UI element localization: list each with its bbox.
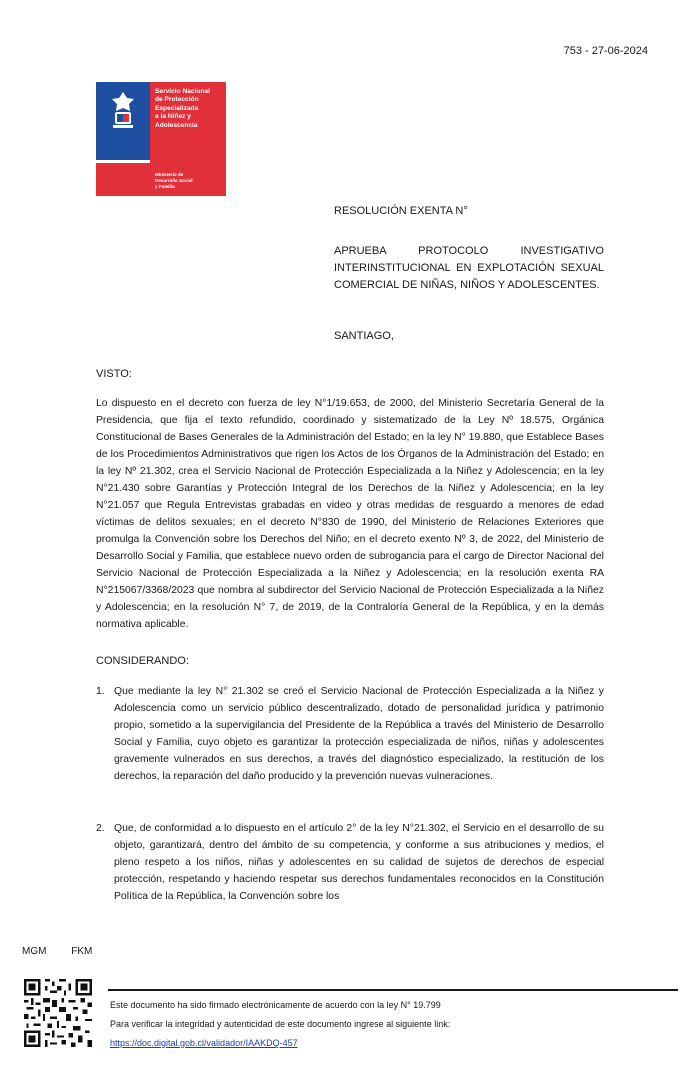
resolution-subject: APRUEBA PROTOCOLO INVESTIGATIVO INTERINSTITUCIONAL EN EXPLOTACIÓN SEXUAL COMERCIAL DE NIÑAS, NIÑOS Y ADOLESCENTES. (334, 245, 604, 291)
visto-text: Lo dispuesto en el decreto con fuerza de ley N°1/19.653, de 2000, del Ministerio Secretaría General de la Presidencia, que fija el texto refundido, coordinado y sistematizado de la Ley Nº 18.575, Orgánica Constitucional de Bases Generales de la Administración del Estado; en la ley N° 19.880, que Establece Bases de los Procedimientos Administrativos que rigen los Actos de los Órganos de la Administración del Estado; en la ley Nº 21.302, crea el Servicio Nacional de Protección Especializada a la Niñez y Adolescencia; en la ley N°21.430 sobre Garantías y Protección Integral de los Derechos de la Niñez y Adolescencia; en la ley N°21.057 que Regula Entrevistas grabadas en video y otras medidas de resguardo a menores de edad víctimas de delitos sexuales; en el decreto N°830 de 1990, del Ministerio de Relaciones Exteriores que promulga la Convención sobre los Derechos del Niño; en el decreto exento Nº 3, de 2022, del Ministerio de Desarrollo Social y Familia, que establece nuevo orden de subrogancia para el cargo de Director Nacional del Servicio Nacional de Protección Especializada a la Niñez y Adolescencia; en la resolución exenta RA N°215067/3368/2023 que nombra al subdirector del Servicio Nacional de Protección Especializada a la Niñez y Adolescencia; en la resolución N° 7, de 2019, de la Contraloría General de la República, y en la demás normativa aplicable. (96, 398, 604, 630)
considerando-heading: CONSIDERANDO: (96, 655, 189, 667)
logo-institution-name: Servicio Nacional de Protección Especializada a la Niñez y Adolescencia (155, 88, 210, 129)
institution-logo (96, 82, 226, 196)
footer-divider (108, 989, 678, 991)
coat-of-arms-icon (106, 88, 140, 134)
verification-link[interactable]: https://doc.digital.gob.cl/validador/IAAKDQ-457 (110, 1038, 298, 1048)
author-initials: MGM FKM (22, 946, 93, 957)
resolution-place: SANTIAGO, (334, 330, 394, 342)
resolution-title: RESOLUCIÓN EXENTA N° (334, 205, 468, 217)
document-reference: 753 - 27-06-2024 (563, 45, 648, 57)
item-text: Que, de conformidad a lo dispuesto en el artículo 2° de la ley N°21.302, el Servicio en el desarrollo de su objeto, garantizará, dentro del ámbito de su competencia, y conforme a sus atribuciones y medios, el pleno respeto a los niños, niñas y adolescentes en su calidad de sujetos de derechos de especial protección, respetando y haciendo respetar sus derechos fundamentales reconocidos en la Constitución Política de la República, la Convención sobre los (114, 823, 604, 902)
qr-code-icon (24, 979, 92, 1047)
item-number: 1. (96, 686, 105, 697)
visto-heading: VISTO: (96, 368, 132, 380)
item-number: 2. (96, 823, 105, 834)
logo-ministry-name: Ministerio de Desarrollo Social y Familia (155, 172, 193, 189)
item-text: Que mediante la ley N° 21.302 se creó el Servicio Nacional de Protección Especializada a la Niñez y Adolescencia como un servicio público descentralizado, dotado de personalidad jurídica y patrimonio propio, sometido a la supervigilancia del Presidente de la República a través del Ministerio de Desarrollo Social y Familia, cuyo objeto es garantizar la protección especializada de niños, niñas y adolescentes gravemente vulnerados en sus derechos, a través del diagnóstico especializado, la restitución de los derechos, la reparación del daño producido y la prevención nuevas vulneraciones. (114, 686, 604, 782)
verification-instructions: Para verificar la integridad y autenticidad de este documento ingrese al siguiente link: (110, 1019, 451, 1029)
signature-notice: Este documento ha sido firmado electrónicamente de acuerdo con la ley N° 19.799 (110, 1000, 441, 1010)
